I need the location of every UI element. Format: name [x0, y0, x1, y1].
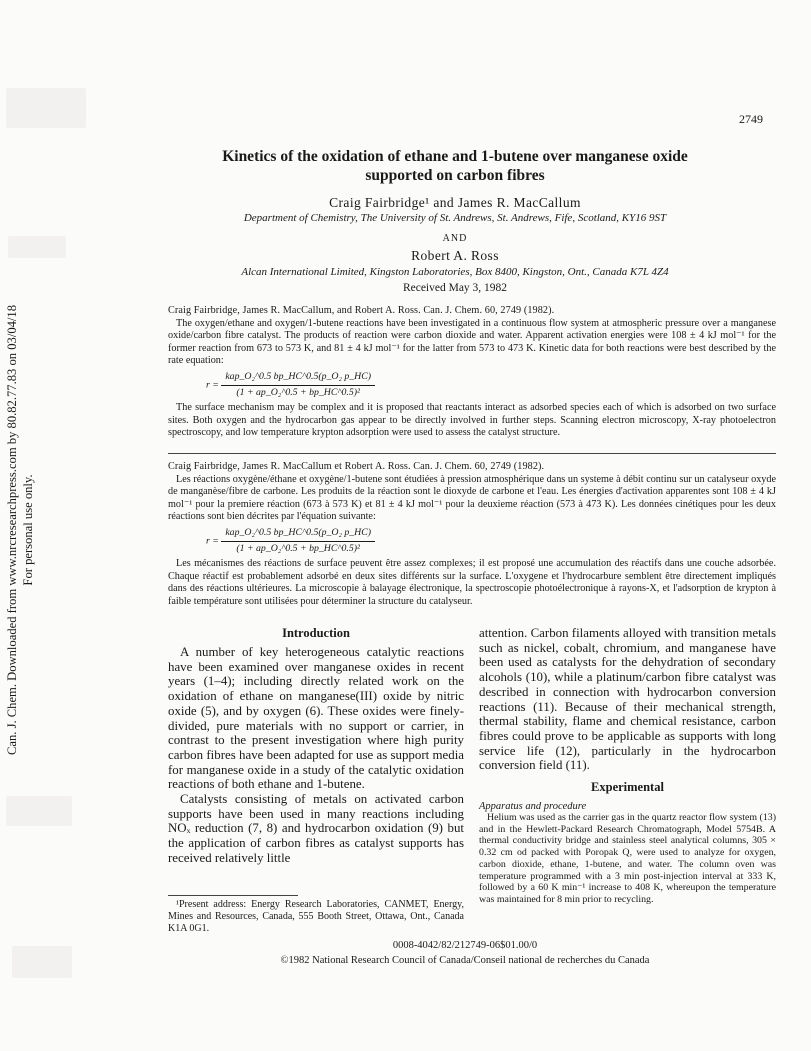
equation-numerator: kap_O₂^0.5 bp_HC^0.5(p_O₂ p_HC): [221, 371, 375, 386]
introduction-body: [168, 645, 464, 866]
abstract-paragraph: The oxygen/ethane and oxygen/1-butene reactions have been investigated in a continuous flow system at atmospheric pressure over a manganese oxide/carbon fibre catalyst. The products of reaction were carbon dioxide and water. Apparent activation energies were 108 ± 4 kJ mol⁻¹ for the former reaction from 673 to 573 K, and 81 ± 4 kJ mol⁻¹ for the latter from 573 to 473 K. Kinetic data for both reactions were best described by the rate equation:: [168, 317, 776, 367]
title-line-1: Kinetics of the oxidation of ethane and 1-butene over manganese oxide: [222, 148, 688, 165]
equation-denominator: (1 + ap_O₂^0.5 + bp_HC^0.5)²: [236, 542, 360, 554]
download-notice: [4, 290, 64, 770]
abstract-paragraph: The surface mechanism may be complex and it is proposed that reactants interact as adsorbed species each of which is adsorbed on two surface sites. Both oxygen and the hydrocarbon gas appear to be directly involved in further steps. Scanning electron microscopy, X-ray photoelectron spectroscopy, and low temperature krypton adsorption were used to assess the catalyst structure.: [168, 402, 776, 439]
scan-smudge: [8, 236, 66, 258]
download-notice-line2: For personal use only.: [21, 474, 35, 586]
equation-numerator: kap_O₂^0.5 bp_HC^0.5(p_O₂ p_HC): [221, 527, 375, 542]
introduction-paragraph: Catalysts consisting of metals on activated carbon supports have been used in many reactions including NOₓ reduction (7, 8) and hydrocarbon oxidation (9) but the application of carbon fibres as catalyst supports has received relatively little: [168, 792, 464, 865]
intro-paragraph-continued: attention. Carbon filaments alloyed with transition metals such as nickel, cobalt, chromium, and manganese have been used as catalysts for the dehydration of secondary alcohols (10), while a platinum/carbon fibre catalyst was described in connection with hydrocarbon conversion reactions (11). Because of their mechanical strength, thermal stability, flame and chemical resistance, carbon fibres could prove to be applicable as supports with long service life (12), particularly in the hydrocarbon conversion field (11).: [479, 626, 776, 773]
authors-line-1: Craig Fairbridge¹ and James R. MacCallum: [329, 195, 581, 210]
scan-smudge: [6, 88, 86, 128]
scan-smudge: [12, 946, 72, 978]
experimental-body: [479, 812, 776, 906]
experimental-paragraph: Helium was used as the carrier gas in the quartz reactor flow system (13) and in the Hewlett-Packard Research Chromatograph, Model 5754B. A thermal conductivity bridge and stainless steel analytical columns, 305 × 0.32 cm od packed with Poropak Q, were used to analyze for oxygen, carbon dioxide, ethane, 1-butene, and water. The column oven was temperature programmed with a 3 min post-injection interval at 333 K, followed by a 60 K min⁻¹ increase to 408 K, whereupon the temperature was maintained for 8 min prior to recycling.: [479, 812, 776, 905]
resume-paragraph: Les réactions oxygène/éthane et oxygène/1-butene sont étudiées à pression atmosphérique dans un systeme à débit continu sur un catalyseur oxyde de manganèse/fibre de carbone. Les produits de la réaction sont le dioxyde de carbone et l'eau. Les énergies d'activation apparentes sont 108 ± 4 kJ mol⁻¹ pour la premiere réaction (673 à 573 K) et 81 ± 4 kJ mol⁻¹ pour la deuxieme réaction (573 à 473 K). Les données cinétiques pour les deux réactions sont bien décrites par l'équation suivante:: [168, 473, 776, 523]
download-notice-line1: Can. J. Chem. Downloaded from www.nrcresearchpress.com by 80.82.77.83 on 03/04/18: [5, 304, 19, 756]
equation-lhs: r =: [206, 379, 219, 391]
resume-paragraph: Les mécanismes des réactions de surface peuvent être assez complexes; il est proposé une accumulation des réactifs dans une couche adsorbée. Chaque réactif est probablement adsorbé en deux sites différents sur la surface. L'oxygene et l'hydrocarbure semblent être directement impliqués dans des réactions ultérieures. La microscopie à balayage électronique, la spectroscopie photoélectronique à rayons-X, et l'adsorption de krypton à faible température sont utilisées pour déterminer la structure du catalyseur.: [168, 558, 776, 607]
footnote-divider: [168, 895, 298, 896]
abstract-english: [168, 305, 776, 440]
affiliation-2: Alcan International Limited, Kingston Laboratories, Box 8400, Kingston, Ont., Canada K7L 4Z4: [241, 266, 669, 278]
copyright-notice: ©1982 National Research Council of Canada/Conseil national de recherches du Canada: [280, 955, 650, 966]
right-column: [479, 626, 776, 906]
authors-line-2: Robert A. Ross: [411, 248, 499, 263]
abstract-divider: [168, 453, 776, 454]
and-separator: AND: [442, 233, 468, 244]
footnote-text: ¹Present address: Energy Research Laboratories, CANMET, Energy, Mines and Resources, Canada, 555 Booth Street, Ottawa, Ont., Canada K1A 0G1.: [168, 899, 464, 934]
footnote: [168, 899, 464, 934]
apparatus-subheading: Apparatus and procedure: [479, 801, 587, 813]
introduction-paragraph: A number of key heterogeneous catalytic reactions have been examined over manganese oxides in recent years (1–4); including directly related work on the oxidation of ethane on manganese(III) oxide by nitric oxide (5), and by oxygen (6). These oxides were finely-divided, pure materials with no support or carrier, in contrast to the present investigation where high purity carbon fibres have been adapted for use as support media for manganese oxide in a study of the catalytic oxidation reactions of both ethane and 1-butene.: [168, 645, 464, 792]
rate-equation-fr: [206, 527, 776, 555]
intro-continued: [479, 626, 776, 773]
rate-equation: [206, 371, 776, 399]
affiliation-1: Department of Chemistry, The University of St. Andrews, St. Andrews, Fife, Scotland, KY16 9ST: [243, 212, 667, 224]
introduction-heading: Introduction: [282, 626, 350, 640]
abstract-citation: Craig Fairbridge, James R. MacCallum, and Robert A. Ross. Can. J. Chem. 60, 2749 (1982).: [168, 305, 555, 316]
equation-denominator: (1 + ap_O₂^0.5 + bp_HC^0.5)²: [236, 386, 360, 398]
received-date: Received May 3, 1982: [402, 282, 508, 294]
title-line-2: supported on carbon fibres: [365, 167, 545, 184]
resume-citation: Craig Fairbridge, James R. MacCallum et Robert A. Ross. Can. J. Chem. 60, 2749 (1982).: [168, 461, 545, 472]
article-title: [160, 147, 750, 185]
equation-lhs: r =: [206, 535, 219, 547]
abstract-french: [168, 461, 776, 609]
article-code: 0008-4042/82/212749-06$01.00/0: [392, 940, 538, 951]
left-column: [168, 626, 464, 866]
scan-smudge: [6, 796, 72, 826]
experimental-heading: Experimental: [591, 780, 664, 795]
page-number: 2749: [739, 112, 763, 126]
